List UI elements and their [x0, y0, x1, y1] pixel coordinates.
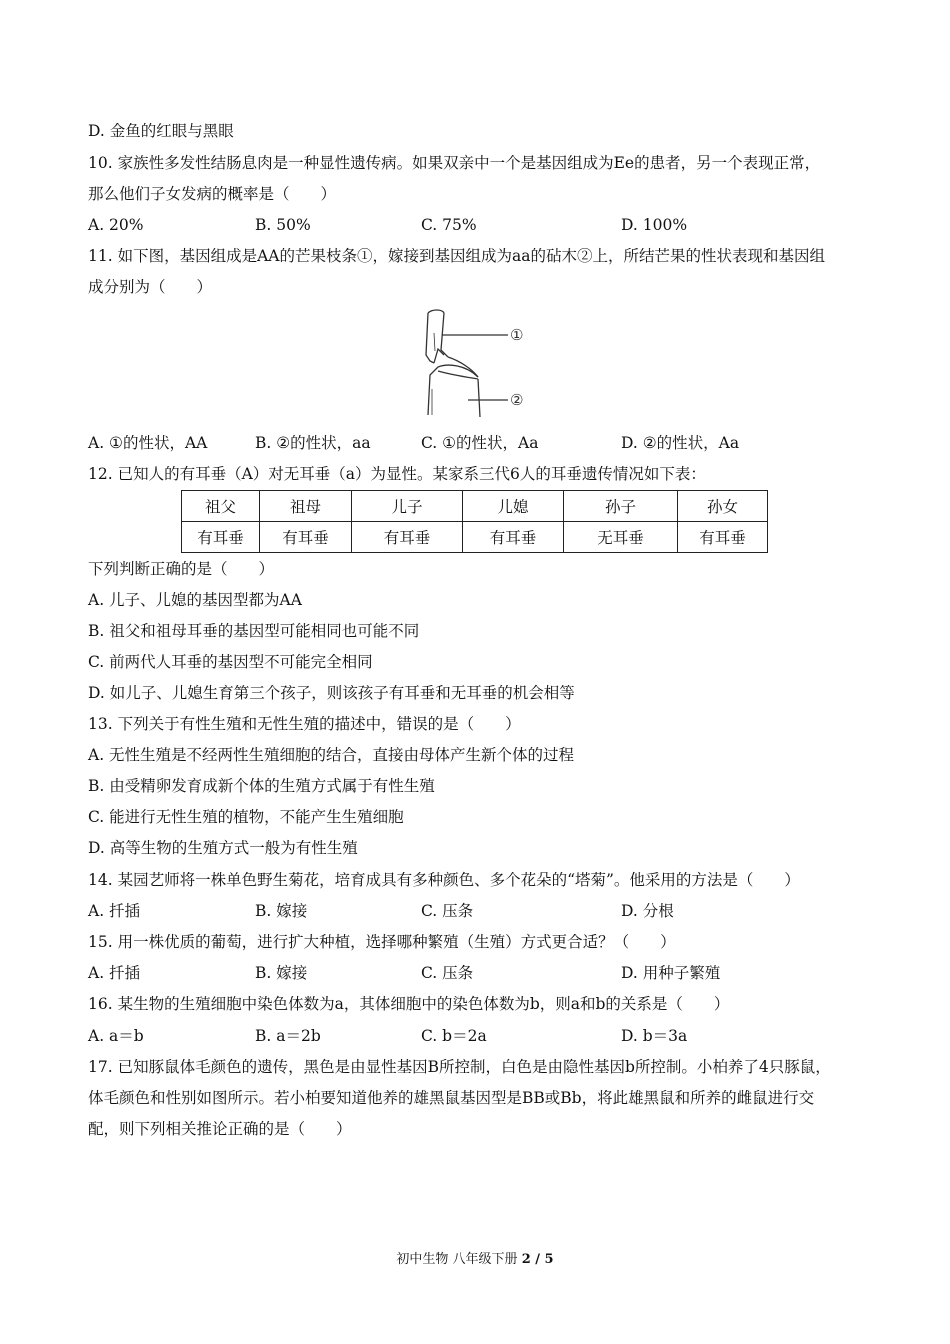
q13-option-a: A. 无性生殖是不经两性生殖细胞的结合，直接由母体产生新个体的过程 [88, 746, 575, 764]
q16-option-b: B. a＝2b [255, 1027, 321, 1045]
q11-option-c: C. ①的性状，Aa [421, 434, 539, 452]
q10-stem-line1: 10. 家族性多发性结肠息肉是一种显性遗传病。如果双亲中一个是基因组成为Ee的患者，另一个表现正常， [88, 154, 821, 172]
q10-options [88, 215, 868, 235]
q14-option-d: D. 分根 [621, 902, 674, 920]
q14-stem: 14. 某园艺师将一株单色野生菊花，培育成具有多种颜色、多个花朵的“塔菊”。他采用的方法是（ ） [88, 871, 800, 889]
q10-option-a: A. 20% [88, 216, 144, 234]
grafting-drawing [426, 310, 508, 417]
q16-option-a: A. a＝b [88, 1027, 144, 1045]
q17-stem-line3: 配，则下列相关推论正确的是（ ） [88, 1120, 352, 1138]
table-header-row [182, 491, 768, 522]
q14-options [88, 901, 868, 921]
q10-option-d: D. 100% [621, 216, 688, 234]
header-daughter-in-law: 儿媳 [463, 491, 564, 522]
q13-option-d: D. 高等生物的生殖方式一般为有性生殖 [88, 839, 358, 857]
label-rootstock: ② [510, 391, 524, 409]
q12-question: 下列判断正确的是（ ） [88, 560, 275, 578]
q16-options [88, 1026, 868, 1046]
q11-option-d: D. ②的性状，Aa [621, 434, 740, 452]
q12-option-d: D. 如儿子、儿媳生育第三个孩子，则该孩子有耳垂和无耳垂的机会相等 [88, 684, 575, 702]
footer-course: 初中生物 八年级下册 [396, 1252, 522, 1267]
q13-option-c: C. 能进行无性生殖的植物，不能产生生殖细胞 [88, 808, 404, 826]
header-grandson: 孙子 [564, 491, 678, 522]
value-grandmother: 有耳垂 [260, 522, 352, 553]
q17-stem-line1: 17. 已知豚鼠体毛颜色的遗传，黑色是由显性基因B所控制，白色是由隐性基因b所控制。小柏养了4只豚鼠， [88, 1058, 831, 1076]
q15-options [88, 963, 868, 983]
q13-stem: 13. 下列关于有性生殖和无性生殖的描述中，错误的是（ ） [88, 715, 521, 733]
q11-stem-line2: 成分别为（ ） [88, 278, 213, 296]
q16-option-d: D. b＝3a [621, 1027, 688, 1045]
table-value-row [182, 522, 768, 553]
q16-option-c: C. b＝2a [421, 1027, 487, 1045]
value-granddaughter: 有耳垂 [678, 522, 768, 553]
q9-option-d: D. 金鱼的红眼与黑眼 [88, 122, 234, 140]
q15-option-b: B. 嫁接 [255, 964, 308, 982]
earlobe-table [181, 490, 768, 553]
grafting-diagram [408, 305, 538, 423]
header-grandmother: 祖母 [260, 491, 352, 522]
header-son: 儿子 [352, 491, 463, 522]
header-granddaughter: 孙女 [678, 491, 768, 522]
q11-options [88, 433, 868, 453]
value-grandfather: 有耳垂 [182, 522, 260, 553]
q11-option-a: A. ①的性状，AA [88, 434, 208, 452]
q16-stem: 16. 某生物的生殖细胞中染色体数为a，其体细胞中的染色体数为b，则a和b的关系是（ ） [88, 995, 730, 1013]
q14-option-b: B. 嫁接 [255, 902, 308, 920]
q17-stem-line2: 体毛颜色和性别如图所示。若小柏要知道他养的雄黑鼠基因型是BB或Bb，将此雄黑鼠和所养的雌鼠进行交 [88, 1089, 815, 1107]
header-grandfather: 祖父 [182, 491, 260, 522]
value-son: 有耳垂 [352, 522, 463, 553]
q10-option-b: B. 50% [255, 216, 311, 234]
label-scion: ① [510, 326, 524, 344]
q11-stem-line1: 11. 如下图，基因组成是AA的芒果枝条①，嫁接到基因组成为aa的砧木②上，所结芒果的性状表现和基因组 [88, 247, 825, 265]
q11-option-b: B. ②的性状，aa [255, 434, 371, 452]
q13-option-b: B. 由受精卵发育成新个体的生殖方式属于有性生殖 [88, 777, 435, 795]
q15-option-d: D. 用种子繁殖 [621, 964, 721, 982]
q15-stem: 15. 用一株优质的葡萄，进行扩大种植，选择哪种繁殖（生殖）方式更合适？（ ） [88, 933, 676, 951]
q10-option-c: C. 75% [421, 216, 477, 234]
q10-stem-line2: 那么他们子女发病的概率是（ ） [88, 185, 337, 203]
q12-option-c: C. 前两代人耳垂的基因型不可能完全相同 [88, 653, 373, 671]
value-grandson: 无耳垂 [564, 522, 678, 553]
q12-stem: 12. 已知人的有耳垂（A）对无耳垂（a）为显性。某家系三代6人的耳垂遗传情况如下表： [88, 465, 706, 483]
footer-page-number: 2 / 5 [521, 1252, 554, 1267]
q15-option-a: A. 扦插 [88, 964, 141, 982]
q15-option-c: C. 压条 [421, 964, 474, 982]
value-daughter-in-law: 有耳垂 [463, 522, 564, 553]
page-footer [0, 1248, 950, 1267]
q14-option-a: A. 扦插 [88, 902, 141, 920]
q12-option-a: A. 儿子、儿媳的基因型都为AA [88, 591, 302, 609]
q14-option-c: C. 压条 [421, 902, 474, 920]
q12-option-b: B. 祖父和祖母耳垂的基因型可能相同也可能不同 [88, 622, 420, 640]
